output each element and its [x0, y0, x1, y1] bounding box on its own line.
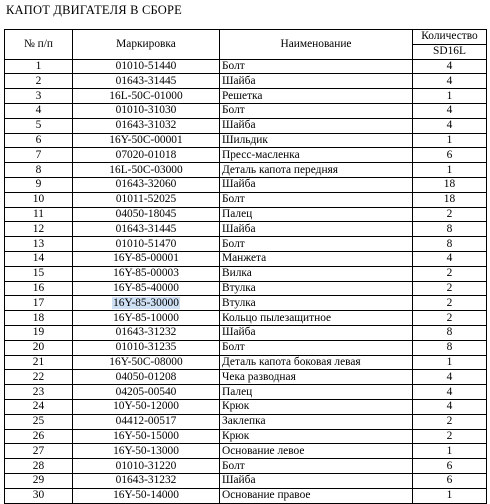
row-number-cell: 2 [5, 74, 73, 89]
row-number-cell: 17 [5, 296, 73, 311]
table-row [5, 59, 487, 74]
table-row [5, 237, 487, 252]
table-row [5, 296, 487, 311]
table-row [5, 459, 487, 474]
part-name-cell: Болт [220, 59, 413, 74]
table-row [5, 399, 487, 414]
header-qty: Количество [413, 30, 487, 45]
part-code-cell: 01643-31445 [73, 222, 220, 237]
part-quantity-cell: 1 [413, 163, 487, 178]
part-name-cell: Шайба [220, 74, 413, 89]
part-quantity-cell: 2 [413, 414, 487, 429]
part-code-cell: 07020-01018 [73, 148, 220, 163]
table-row [5, 355, 487, 370]
header-code: Маркировка [73, 30, 220, 60]
part-quantity-cell: 2 [413, 429, 487, 444]
part-name-cell: Пресс-масленка [220, 148, 413, 163]
part-quantity-cell: 1 [413, 444, 487, 459]
part-code-cell: 01643-31232 [73, 325, 220, 340]
part-code-cell: 16Y-85-00003 [73, 266, 220, 281]
table-row [5, 444, 487, 459]
part-quantity-cell: 4 [413, 399, 487, 414]
table-row [5, 74, 487, 89]
part-quantity-cell: 4 [413, 103, 487, 118]
part-quantity-cell: 2 [413, 266, 487, 281]
part-code-cell: 16Y-50C-08000 [73, 355, 220, 370]
part-code-cell: 01010-51470 [73, 237, 220, 252]
row-number-cell: 24 [5, 399, 73, 414]
part-quantity-cell: 4 [413, 370, 487, 385]
part-code-cell: 01643-31032 [73, 118, 220, 133]
part-name-cell: Решетка [220, 89, 413, 104]
part-code-cell: 16Y-50C-00001 [73, 133, 220, 148]
part-name-cell: Крюк [220, 429, 413, 444]
part-name-cell: Вилка [220, 266, 413, 281]
part-quantity-cell: 1 [413, 89, 487, 104]
document-title: КАПОТ ДВИГАТЕЛЯ В СБОРЕ [6, 3, 183, 17]
table-row [5, 414, 487, 429]
part-quantity-cell: 8 [413, 237, 487, 252]
table-row [5, 370, 487, 385]
table-row [5, 89, 487, 104]
part-name-cell: Палец [220, 207, 413, 222]
part-code-cell: 01010-51440 [73, 59, 220, 74]
part-quantity-cell: 4 [413, 118, 487, 133]
part-quantity-cell: 8 [413, 222, 487, 237]
part-name-cell: Шайба [220, 177, 413, 192]
row-number-cell: 14 [5, 251, 73, 266]
part-code-cell: 10Y-50-12000 [73, 399, 220, 414]
part-code-cell: 16Y-85-10000 [73, 311, 220, 326]
row-number-cell: 16 [5, 281, 73, 296]
part-name-cell: Болт [220, 237, 413, 252]
part-code-cell: 04205-00540 [73, 385, 220, 400]
part-quantity-cell: 6 [413, 473, 487, 488]
header-model: SD16L [413, 44, 487, 59]
table-row [5, 251, 487, 266]
part-name-cell: Шайба [220, 473, 413, 488]
part-code-cell [73, 296, 220, 311]
row-number-cell: 22 [5, 370, 73, 385]
part-code-cell: 01643-31445 [73, 74, 220, 89]
table-row [5, 325, 487, 340]
part-code-cell: 16L-50C-03000 [73, 163, 220, 178]
part-name-cell: Чека разводная [220, 370, 413, 385]
part-quantity-cell: 1 [413, 488, 487, 503]
part-quantity-cell: 8 [413, 325, 487, 340]
row-number-cell: 21 [5, 355, 73, 370]
part-quantity-cell: 4 [413, 251, 487, 266]
part-code-cell: 01011-52025 [73, 192, 220, 207]
part-quantity-cell: 1 [413, 355, 487, 370]
table-row [5, 473, 487, 488]
part-quantity-cell: 6 [413, 459, 487, 474]
part-name-cell: Кольцо пылезащитное [220, 311, 413, 326]
part-name-cell: Шайба [220, 325, 413, 340]
header-num: № п/п [5, 30, 73, 60]
table-row [5, 385, 487, 400]
parts-table-body [5, 59, 487, 503]
part-quantity-cell: 6 [413, 148, 487, 163]
table-row [5, 222, 487, 237]
part-name-cell: Втулка [220, 296, 413, 311]
row-number-cell: 27 [5, 444, 73, 459]
row-number-cell: 18 [5, 311, 73, 326]
part-name-cell: Деталь капота передняя [220, 163, 413, 178]
selected-text[interactable]: 16Y-85-30000 [113, 296, 179, 309]
part-code-cell: 01643-32060 [73, 177, 220, 192]
table-row [5, 340, 487, 355]
table-row [5, 281, 487, 296]
table-row [5, 103, 487, 118]
part-quantity-cell: 4 [413, 74, 487, 89]
part-code-cell: 16Y-50-15000 [73, 429, 220, 444]
row-number-cell: 9 [5, 177, 73, 192]
part-code-cell: 01010-31030 [73, 103, 220, 118]
part-name-cell: Болт [220, 340, 413, 355]
part-name-cell: Болт [220, 459, 413, 474]
part-code-cell: 04050-18045 [73, 207, 220, 222]
row-number-cell: 25 [5, 414, 73, 429]
row-number-cell: 8 [5, 163, 73, 178]
row-number-cell: 3 [5, 89, 73, 104]
table-row [5, 488, 487, 503]
part-name-cell: Манжета [220, 251, 413, 266]
part-name-cell: Крюк [220, 399, 413, 414]
part-code-cell: 04412-00517 [73, 414, 220, 429]
table-row [5, 177, 487, 192]
row-number-cell: 30 [5, 488, 73, 503]
table-row [5, 429, 487, 444]
row-number-cell: 20 [5, 340, 73, 355]
part-name-cell: Шильдик [220, 133, 413, 148]
table-row [5, 118, 487, 133]
part-quantity-cell: 2 [413, 311, 487, 326]
part-code-cell: 04050-01208 [73, 370, 220, 385]
table-row [5, 266, 487, 281]
table-row [5, 192, 487, 207]
part-code-cell: 01643-31232 [73, 473, 220, 488]
row-number-cell: 12 [5, 222, 73, 237]
row-number-cell: 10 [5, 192, 73, 207]
row-number-cell: 26 [5, 429, 73, 444]
part-quantity-cell: 2 [413, 296, 487, 311]
row-number-cell: 15 [5, 266, 73, 281]
row-number-cell: 6 [5, 133, 73, 148]
table-row [5, 133, 487, 148]
row-number-cell: 13 [5, 237, 73, 252]
header-name: Наименование [220, 30, 413, 60]
part-name-cell: Болт [220, 192, 413, 207]
part-name-cell: Основание правое [220, 488, 413, 503]
part-quantity-cell: 18 [413, 192, 487, 207]
row-number-cell: 11 [5, 207, 73, 222]
part-name-cell: Заклепка [220, 414, 413, 429]
part-quantity-cell: 4 [413, 385, 487, 400]
part-code-cell: 16Y-50-14000 [73, 488, 220, 503]
row-number-cell: 4 [5, 103, 73, 118]
part-name-cell: Основание левое [220, 444, 413, 459]
part-name-cell: Болт [220, 103, 413, 118]
row-number-cell: 7 [5, 148, 73, 163]
part-code-cell: 16L-50C-01000 [73, 89, 220, 104]
table-row [5, 148, 487, 163]
part-quantity-cell: 2 [413, 207, 487, 222]
row-number-cell: 23 [5, 385, 73, 400]
part-code-cell: 16Y-85-40000 [73, 281, 220, 296]
part-code-cell: 01010-31235 [73, 340, 220, 355]
table-row [5, 163, 487, 178]
parts-table [4, 29, 487, 504]
part-name-cell: Втулка [220, 281, 413, 296]
part-code-cell: 16Y-50-13000 [73, 444, 220, 459]
part-code-cell: 01010-31220 [73, 459, 220, 474]
row-number-cell: 5 [5, 118, 73, 133]
part-name-cell: Шайба [220, 118, 413, 133]
part-name-cell: Деталь капота боковая левая [220, 355, 413, 370]
table-row [5, 311, 487, 326]
part-quantity-cell: 1 [413, 133, 487, 148]
row-number-cell: 19 [5, 325, 73, 340]
table-row [5, 207, 487, 222]
part-quantity-cell: 4 [413, 59, 487, 74]
part-quantity-cell: 8 [413, 340, 487, 355]
row-number-cell: 29 [5, 473, 73, 488]
part-code-cell: 16Y-85-00001 [73, 251, 220, 266]
part-name-cell: Шайба [220, 222, 413, 237]
row-number-cell: 28 [5, 459, 73, 474]
part-quantity-cell: 18 [413, 177, 487, 192]
row-number-cell: 1 [5, 59, 73, 74]
part-name-cell: Палец [220, 385, 413, 400]
part-quantity-cell: 2 [413, 281, 487, 296]
